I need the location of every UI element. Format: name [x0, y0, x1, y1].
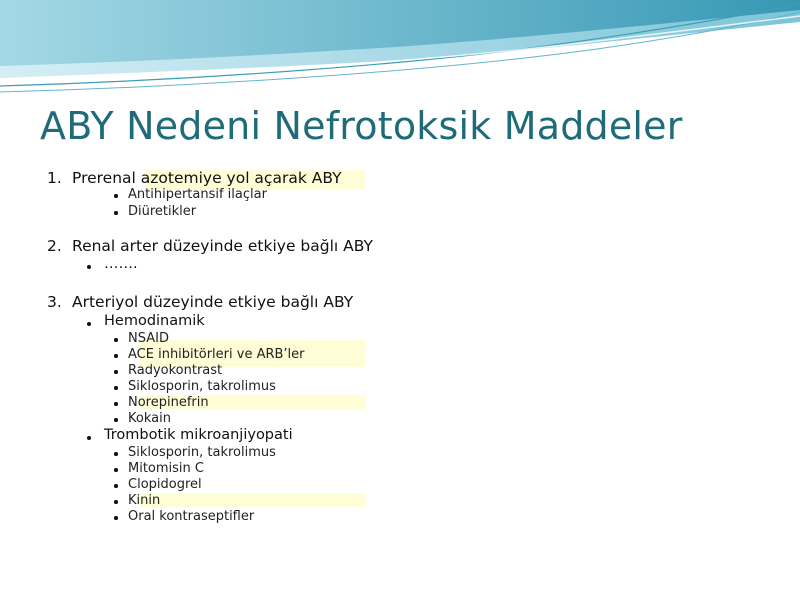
bullet-icon — [114, 211, 118, 215]
list-item: Clopidogrel — [128, 477, 202, 492]
list-item: Siklosporin, takrolimus — [128, 379, 276, 394]
list-item: Kokain — [128, 411, 171, 426]
group-label: Hemodinamik — [104, 313, 205, 329]
slide-title: ABY Nedeni Nefrotoksik Maddeler — [40, 104, 683, 148]
list-item: ACE inhibitörleri ve ARB’ler — [128, 347, 305, 362]
list-item: Diüretikler — [128, 204, 197, 219]
list-item: NSAID — [128, 331, 169, 346]
list-item: Norepinefrin — [128, 395, 209, 410]
list-item: Siklosporin, takrolimus — [128, 445, 276, 460]
header-wave-decoration — [0, 0, 800, 100]
section-heading: Prerenal azotemiye yol açarak ABY — [72, 169, 342, 187]
bullet-icon — [114, 370, 118, 374]
bullet-icon — [114, 452, 118, 456]
bullet-icon — [87, 436, 91, 440]
list-item: Oral kontraseptifler — [128, 509, 255, 524]
list-item: Antihipertansif ilaçlar — [128, 187, 267, 202]
bullet-icon — [114, 354, 118, 358]
bullet-icon — [114, 386, 118, 390]
section-number: 3. — [47, 293, 62, 311]
bullet-icon — [114, 402, 118, 406]
bullet-icon — [114, 194, 118, 198]
group-label: Trombotik mikroanjiyopati — [104, 427, 293, 443]
section-number: 2. — [47, 237, 62, 255]
bullet-icon — [114, 516, 118, 520]
bullet-icon — [114, 338, 118, 342]
list-item: Kinin — [128, 493, 161, 508]
bullet-icon — [87, 265, 91, 269]
highlight-box — [140, 493, 365, 507]
list-item: Radyokontrast — [128, 363, 223, 378]
section-heading: Renal arter düzeyinde etkiye bağlı ABY — [72, 237, 373, 255]
section-number: 1. — [47, 169, 62, 187]
list-item: Mitomisin C — [128, 461, 204, 476]
bullet-icon — [114, 418, 118, 422]
bullet-icon — [114, 468, 118, 472]
sub-item: ……. — [104, 256, 138, 272]
bullet-icon — [114, 484, 118, 488]
bullet-icon — [114, 500, 118, 504]
section-heading: Arteriyol düzeyinde etkiye bağlı ABY — [72, 293, 354, 311]
bullet-icon — [87, 322, 91, 326]
